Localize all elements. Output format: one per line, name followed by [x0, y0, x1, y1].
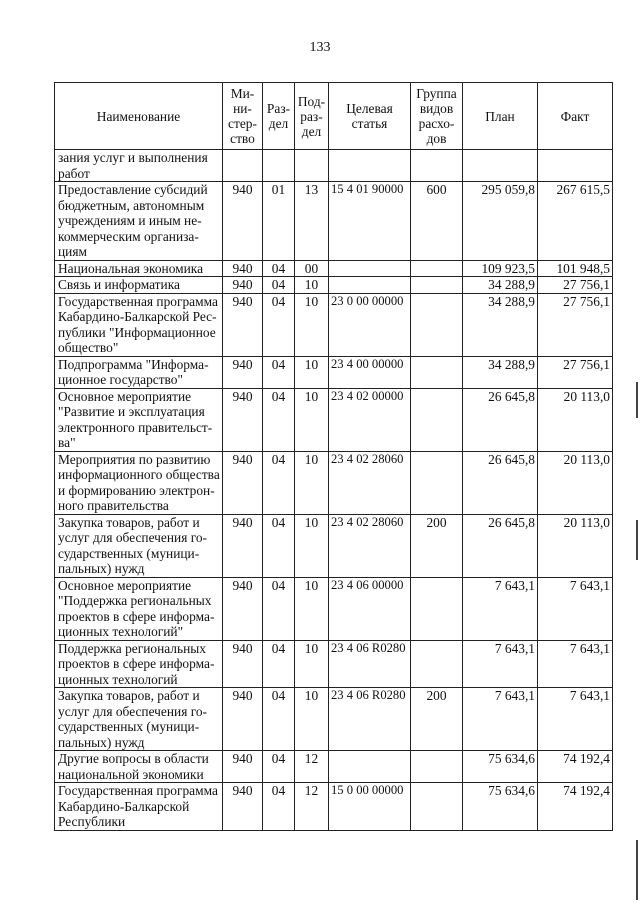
- cell-target: 23 4 02 28060: [329, 514, 411, 577]
- header-ministry: Ми- ни- стер- ство: [223, 83, 263, 150]
- cell-expense-group: [411, 277, 463, 294]
- cell-expense-group: [411, 640, 463, 688]
- cell-subsection: 10: [295, 640, 329, 688]
- cell-ministry: 940: [223, 451, 263, 514]
- cell-name: Основное мероприятие "Развитие и эксплуатация электронного правительст- ва": [55, 388, 223, 451]
- cell-name: Закупка товаров, работ и услуг для обеспечения го- сударственных (муници- пальных) нужд: [55, 688, 223, 751]
- cell-fact: 74 192,4: [538, 751, 613, 783]
- cell-expense-group: 200: [411, 688, 463, 751]
- cell-section: 04: [263, 640, 295, 688]
- table-row: [55, 783, 613, 831]
- cell-ministry: 940: [223, 514, 263, 577]
- cell-fact: 7 643,1: [538, 640, 613, 688]
- header-name: Наименование: [55, 83, 223, 150]
- cell-subsection: 12: [295, 751, 329, 783]
- cell-expense-group: [411, 751, 463, 783]
- cell-plan: 26 645,8: [463, 451, 538, 514]
- cell-ministry: 940: [223, 388, 263, 451]
- cell-ministry: 940: [223, 783, 263, 831]
- cell-section: 04: [263, 388, 295, 451]
- cell-section: 04: [263, 260, 295, 277]
- cell-name: Другие вопросы в области национальной экономики: [55, 751, 223, 783]
- cell-section: 04: [263, 277, 295, 294]
- cell-expense-group: 600: [411, 182, 463, 261]
- table-row: [55, 277, 613, 294]
- scan-edge-mark: [636, 840, 638, 900]
- cell-plan: 34 288,9: [463, 293, 538, 356]
- cell-section: [263, 150, 295, 182]
- cell-plan: 109 923,5: [463, 260, 538, 277]
- cell-expense-group: [411, 293, 463, 356]
- header-target: Целевая статья: [329, 83, 411, 150]
- cell-fact: 20 113,0: [538, 451, 613, 514]
- cell-plan: [463, 150, 538, 182]
- cell-subsection: 10: [295, 688, 329, 751]
- table-row: [55, 688, 613, 751]
- cell-section: 04: [263, 751, 295, 783]
- cell-name: Закупка товаров, работ и услуг для обеспечения го- сударственных (муници- пальных) нужд: [55, 514, 223, 577]
- cell-plan: 7 643,1: [463, 640, 538, 688]
- cell-subsection: 00: [295, 260, 329, 277]
- table-row: [55, 751, 613, 783]
- cell-plan: 295 059,8: [463, 182, 538, 261]
- cell-subsection: 10: [295, 277, 329, 294]
- cell-subsection: 10: [295, 388, 329, 451]
- cell-name: Связь и информатика: [55, 277, 223, 294]
- header-section: Раз- дел: [263, 83, 295, 150]
- cell-fact: 74 192,4: [538, 783, 613, 831]
- cell-target: [329, 751, 411, 783]
- cell-name: Государственная программа Кабардино-Балкарской Рес- публики "Информационное общество": [55, 293, 223, 356]
- cell-ministry: 940: [223, 182, 263, 261]
- cell-ministry: [223, 150, 263, 182]
- cell-expense-group: [411, 260, 463, 277]
- table-header-row: [55, 83, 613, 150]
- cell-plan: 7 643,1: [463, 688, 538, 751]
- cell-name: Предоставление субсидий бюджетным, автономным учреждениям и иным не- коммерческим организа- циям: [55, 182, 223, 261]
- cell-subsection: 10: [295, 451, 329, 514]
- cell-plan: 26 645,8: [463, 514, 538, 577]
- budget-table: [54, 82, 613, 831]
- cell-subsection: 10: [295, 293, 329, 356]
- header-expense-group: Группа видов расхо- дов: [411, 83, 463, 150]
- cell-fact: 20 113,0: [538, 514, 613, 577]
- table-row: [55, 388, 613, 451]
- cell-target: 23 4 06 00000: [329, 577, 411, 640]
- cell-section: 04: [263, 514, 295, 577]
- cell-name: Основное мероприятие "Поддержка региональных проектов в сфере информа- ционных технологий": [55, 577, 223, 640]
- table-row: [55, 293, 613, 356]
- cell-name: Поддержка региональных проектов в сфере информа- ционных технологий: [55, 640, 223, 688]
- cell-target: 15 4 01 90000: [329, 182, 411, 261]
- cell-name: Подпрограмма "Информа- ционное государство": [55, 356, 223, 388]
- header-subsection: Под- раз- дел: [295, 83, 329, 150]
- cell-ministry: 940: [223, 688, 263, 751]
- cell-target: [329, 150, 411, 182]
- cell-ministry: 940: [223, 640, 263, 688]
- cell-ministry: 940: [223, 293, 263, 356]
- cell-ministry: 940: [223, 577, 263, 640]
- cell-fact: 101 948,5: [538, 260, 613, 277]
- cell-target: 23 4 06 R0280: [329, 688, 411, 751]
- cell-name: Мероприятия по развитию информационного общества и формированию электрон- ного правительства: [55, 451, 223, 514]
- cell-plan: 75 634,6: [463, 783, 538, 831]
- cell-target: [329, 277, 411, 294]
- cell-target: 23 4 02 28060: [329, 451, 411, 514]
- cell-subsection: 13: [295, 182, 329, 261]
- cell-target: 23 4 06 R0280: [329, 640, 411, 688]
- cell-fact: 267 615,5: [538, 182, 613, 261]
- cell-section: 04: [263, 451, 295, 514]
- cell-target: 23 0 00 00000: [329, 293, 411, 356]
- cell-expense-group: [411, 577, 463, 640]
- cell-ministry: 940: [223, 356, 263, 388]
- table-row: [55, 451, 613, 514]
- cell-subsection: 12: [295, 783, 329, 831]
- cell-plan: 34 288,9: [463, 277, 538, 294]
- cell-subsection: [295, 150, 329, 182]
- cell-expense-group: [411, 150, 463, 182]
- table-row: [55, 150, 613, 182]
- cell-fact: 7 643,1: [538, 688, 613, 751]
- cell-section: 04: [263, 293, 295, 356]
- header-fact: Факт: [538, 83, 613, 150]
- cell-subsection: 10: [295, 577, 329, 640]
- table-row: [55, 260, 613, 277]
- cell-name: зания услуг и выполнения работ: [55, 150, 223, 182]
- table-row: [55, 577, 613, 640]
- cell-section: 04: [263, 356, 295, 388]
- table-row: [55, 356, 613, 388]
- cell-expense-group: [411, 783, 463, 831]
- cell-section: 04: [263, 783, 295, 831]
- table-row: [55, 514, 613, 577]
- cell-name: Национальная экономика: [55, 260, 223, 277]
- cell-fact: 27 756,1: [538, 293, 613, 356]
- cell-fact: 20 113,0: [538, 388, 613, 451]
- table-row: [55, 640, 613, 688]
- cell-plan: 75 634,6: [463, 751, 538, 783]
- cell-section: 04: [263, 688, 295, 751]
- scan-edge-mark: [636, 520, 638, 560]
- cell-target: 15 0 00 00000: [329, 783, 411, 831]
- scan-edge-mark: [636, 382, 638, 418]
- cell-subsection: 10: [295, 356, 329, 388]
- cell-section: 01: [263, 182, 295, 261]
- header-plan: План: [463, 83, 538, 150]
- cell-expense-group: [411, 451, 463, 514]
- table-row: [55, 182, 613, 261]
- cell-plan: 7 643,1: [463, 577, 538, 640]
- cell-fact: 27 756,1: [538, 277, 613, 294]
- cell-name: Государственная программа Кабардино-Балкарской Республики: [55, 783, 223, 831]
- cell-fact: 27 756,1: [538, 356, 613, 388]
- cell-target: [329, 260, 411, 277]
- cell-expense-group: [411, 388, 463, 451]
- cell-target: 23 4 00 00000: [329, 356, 411, 388]
- table-body: [55, 150, 613, 831]
- cell-ministry: 940: [223, 277, 263, 294]
- cell-plan: 34 288,9: [463, 356, 538, 388]
- cell-ministry: 940: [223, 260, 263, 277]
- page-number: 133: [309, 40, 331, 55]
- cell-fact: [538, 150, 613, 182]
- cell-section: 04: [263, 577, 295, 640]
- cell-target: 23 4 02 00000: [329, 388, 411, 451]
- cell-plan: 26 645,8: [463, 388, 538, 451]
- cell-ministry: 940: [223, 751, 263, 783]
- cell-expense-group: 200: [411, 514, 463, 577]
- cell-expense-group: [411, 356, 463, 388]
- cell-fact: 7 643,1: [538, 577, 613, 640]
- cell-subsection: 10: [295, 514, 329, 577]
